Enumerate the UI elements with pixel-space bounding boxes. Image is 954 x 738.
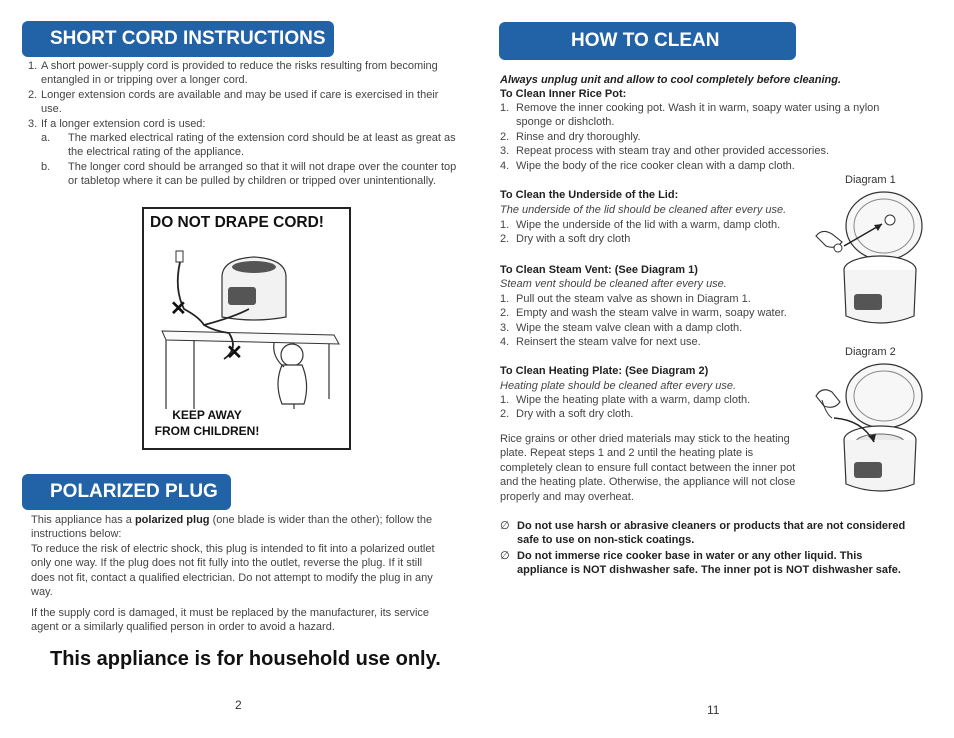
unplug-warning: Always unplug unit and allow to cool completely before cleaning. bbox=[500, 74, 842, 86]
diagram-2-label: Diagram 2 bbox=[845, 346, 896, 358]
page-number-left: 2 bbox=[235, 698, 242, 712]
svg-text:✕: ✕ bbox=[226, 342, 243, 364]
list-item bbox=[500, 306, 820, 320]
caution-item bbox=[500, 549, 910, 578]
steam-vent-heading: To Clean Steam Vent: (See Diagram 1) bbox=[500, 264, 698, 276]
steam-vent-list bbox=[500, 292, 820, 350]
polarized-p1-after: (one blade is wider than the other); follow the instructions below: bbox=[31, 514, 433, 541]
list-text: Dry with a soft dry cloth bbox=[516, 233, 631, 246]
list-text: Wipe the heating plate with a warm, damp cloth. bbox=[516, 394, 751, 406]
heating-plate-list bbox=[500, 393, 820, 422]
short-cord-list bbox=[28, 59, 457, 189]
lid-heading: To Clean the Underside of the Lid: bbox=[500, 189, 679, 201]
list-number: 1. bbox=[500, 219, 510, 231]
list-number: 1. bbox=[28, 60, 38, 72]
list-subitem bbox=[41, 160, 462, 189]
polarized-plug-title bbox=[22, 474, 231, 510]
list-item bbox=[28, 59, 450, 88]
list-text: If a longer extension cord is used: bbox=[41, 117, 206, 130]
list-subitem bbox=[41, 131, 466, 160]
caption-line-2: FROM CHILDREN! bbox=[154, 424, 260, 438]
list-text: A short power-supply cord is provided to reduce the risks resulting from becoming entangled in or tripping over a longer cord. bbox=[41, 60, 438, 87]
page-number-right: 11 bbox=[707, 703, 720, 717]
list-item bbox=[500, 292, 820, 306]
list-text: The marked electrical rating of the extension cord should be at least as great as the electrical rating of the appliance. bbox=[68, 132, 456, 159]
svg-text:✕: ✕ bbox=[170, 298, 187, 320]
caution-text: Do not use harsh or abrasive cleaners or products that are not considered safe to use on non-stick coatings. bbox=[517, 520, 906, 547]
short-cord-title-text: SHORT CORD INSTRUCTIONS bbox=[50, 28, 326, 49]
list-item bbox=[28, 88, 450, 117]
prohibited-icon: ∅ bbox=[500, 549, 510, 562]
list-number: 2. bbox=[500, 233, 510, 246]
polarized-plug-title-text: POLARIZED PLUG bbox=[50, 481, 218, 502]
diagram-2-drawing bbox=[812, 360, 932, 505]
list-text: Wipe the underside of the lid with a warm, damp cloth. bbox=[516, 219, 781, 231]
caution-list bbox=[500, 519, 910, 578]
list-letter: a. bbox=[41, 132, 51, 145]
list-item bbox=[500, 393, 820, 407]
lid-list bbox=[500, 218, 820, 247]
list-number: 2. bbox=[500, 408, 510, 421]
diagram-1-label: Diagram 1 bbox=[845, 174, 896, 186]
inner-pot-heading: To Clean Inner Rice Pot: bbox=[500, 88, 627, 100]
list-text: Wipe the steam valve clean with a damp cloth. bbox=[516, 321, 743, 334]
how-to-clean-title-text: HOW TO CLEAN bbox=[571, 30, 720, 51]
list-item bbox=[500, 159, 915, 173]
list-item bbox=[500, 335, 820, 349]
list-item bbox=[500, 130, 915, 144]
list-number: 4. bbox=[500, 159, 510, 172]
list-number: 3. bbox=[500, 321, 510, 334]
list-number: 2. bbox=[28, 88, 38, 101]
list-text: The longer cord should be arranged so that it will not drape over the counter top or tabletop where it can be pulled by children or tripped over unintentionally. bbox=[68, 160, 457, 188]
heating-plate-paragraph: Rice grains or other dried materials may stick to the heating plate. Repeat steps 1 and 2 until the heating plate is completely clean to ensure full contact between the inner pot and the heating plate. Otherwise, the appliance will not close properly and may overheat. bbox=[500, 433, 796, 503]
steam-vent-note: Steam vent should be cleaned after every use. bbox=[500, 278, 727, 290]
list-text: Wipe the body of the rice cooker clean with a damp cloth. bbox=[516, 159, 795, 172]
household-use-notice: This appliance is for household use only. bbox=[50, 648, 441, 670]
list-number: 3. bbox=[500, 145, 510, 158]
drape-cord-illustration bbox=[142, 207, 351, 450]
list-item bbox=[500, 407, 820, 421]
list-number: 2. bbox=[500, 130, 510, 143]
caution-item bbox=[500, 519, 910, 548]
list-item bbox=[500, 321, 820, 335]
list-number: 3. bbox=[28, 117, 38, 130]
list-number: 1. bbox=[500, 102, 510, 114]
inner-pot-list bbox=[500, 101, 915, 173]
diagram-1-drawing bbox=[812, 188, 932, 338]
list-number: 1. bbox=[500, 293, 510, 305]
illustration-caption bbox=[146, 407, 268, 439]
list-text: Dry with a soft dry cloth. bbox=[516, 408, 634, 421]
polarized-paragraph-2: To reduce the risk of electric shock, this plug is intended to fit into a polarized outlet only one way. If the plug does not fit fully into the outlet, reverse the plug. If it still does not fit, contact a qualified electrician. Do not attempt to modify the plug in any way. bbox=[31, 543, 435, 599]
list-number: 2. bbox=[500, 307, 510, 320]
list-text: Repeat process with steam tray and other provided accessories. bbox=[516, 145, 830, 158]
polarized-paragraph-1 bbox=[31, 513, 449, 542]
polarized-p1-bold: polarized plug bbox=[134, 514, 210, 526]
prohibited-icon: ∅ bbox=[500, 520, 510, 532]
list-text: Pull out the steam valve as shown in Diagram 1. bbox=[516, 293, 751, 305]
list-text: Empty and wash the steam valve in warm, soapy water. bbox=[516, 307, 787, 320]
list-letter: b. bbox=[41, 160, 51, 173]
illustration-heading: DO NOT DRAPE CORD! bbox=[150, 214, 324, 231]
list-text: Longer extension cords are available and may be used if care is exercised in their use. bbox=[41, 88, 439, 116]
list-item bbox=[500, 144, 915, 158]
list-text: Remove the inner cooking pot. Wash it in warm, soapy water using a nylon sponge or dishcloth. bbox=[516, 102, 880, 129]
heating-plate-note: Heating plate should be cleaned after every use. bbox=[500, 380, 737, 392]
short-cord-title bbox=[22, 21, 334, 57]
list-item bbox=[28, 117, 450, 131]
list-number: 4. bbox=[500, 336, 510, 349]
caption-line-1: KEEP AWAY bbox=[172, 408, 242, 422]
polarized-paragraph-3: If the supply cord is damaged, it must be replaced by the manufacturer, its service agent or a similarly qualified person in order to avoid a hazard. bbox=[31, 607, 430, 634]
heating-plate-heading: To Clean Heating Plate: (See Diagram 2) bbox=[500, 365, 709, 377]
list-item bbox=[500, 232, 820, 246]
drape-cord-drawing bbox=[144, 239, 349, 414]
polarized-p1-before: This appliance has a bbox=[31, 514, 135, 526]
list-item bbox=[500, 218, 820, 232]
list-number: 1. bbox=[500, 394, 510, 406]
list-item bbox=[500, 101, 915, 130]
list-text: Reinsert the steam valve for next use. bbox=[516, 336, 701, 349]
how-to-clean-title bbox=[499, 22, 796, 60]
lid-note: The underside of the lid should be cleaned after every use. bbox=[500, 204, 787, 216]
list-text: Rinse and dry thoroughly. bbox=[516, 130, 641, 143]
caution-text: Do not immerse rice cooker base in water or any other liquid. This appliance is NOT dishwasher safe. The inner pot is NOT dishwasher safe. bbox=[517, 549, 901, 577]
